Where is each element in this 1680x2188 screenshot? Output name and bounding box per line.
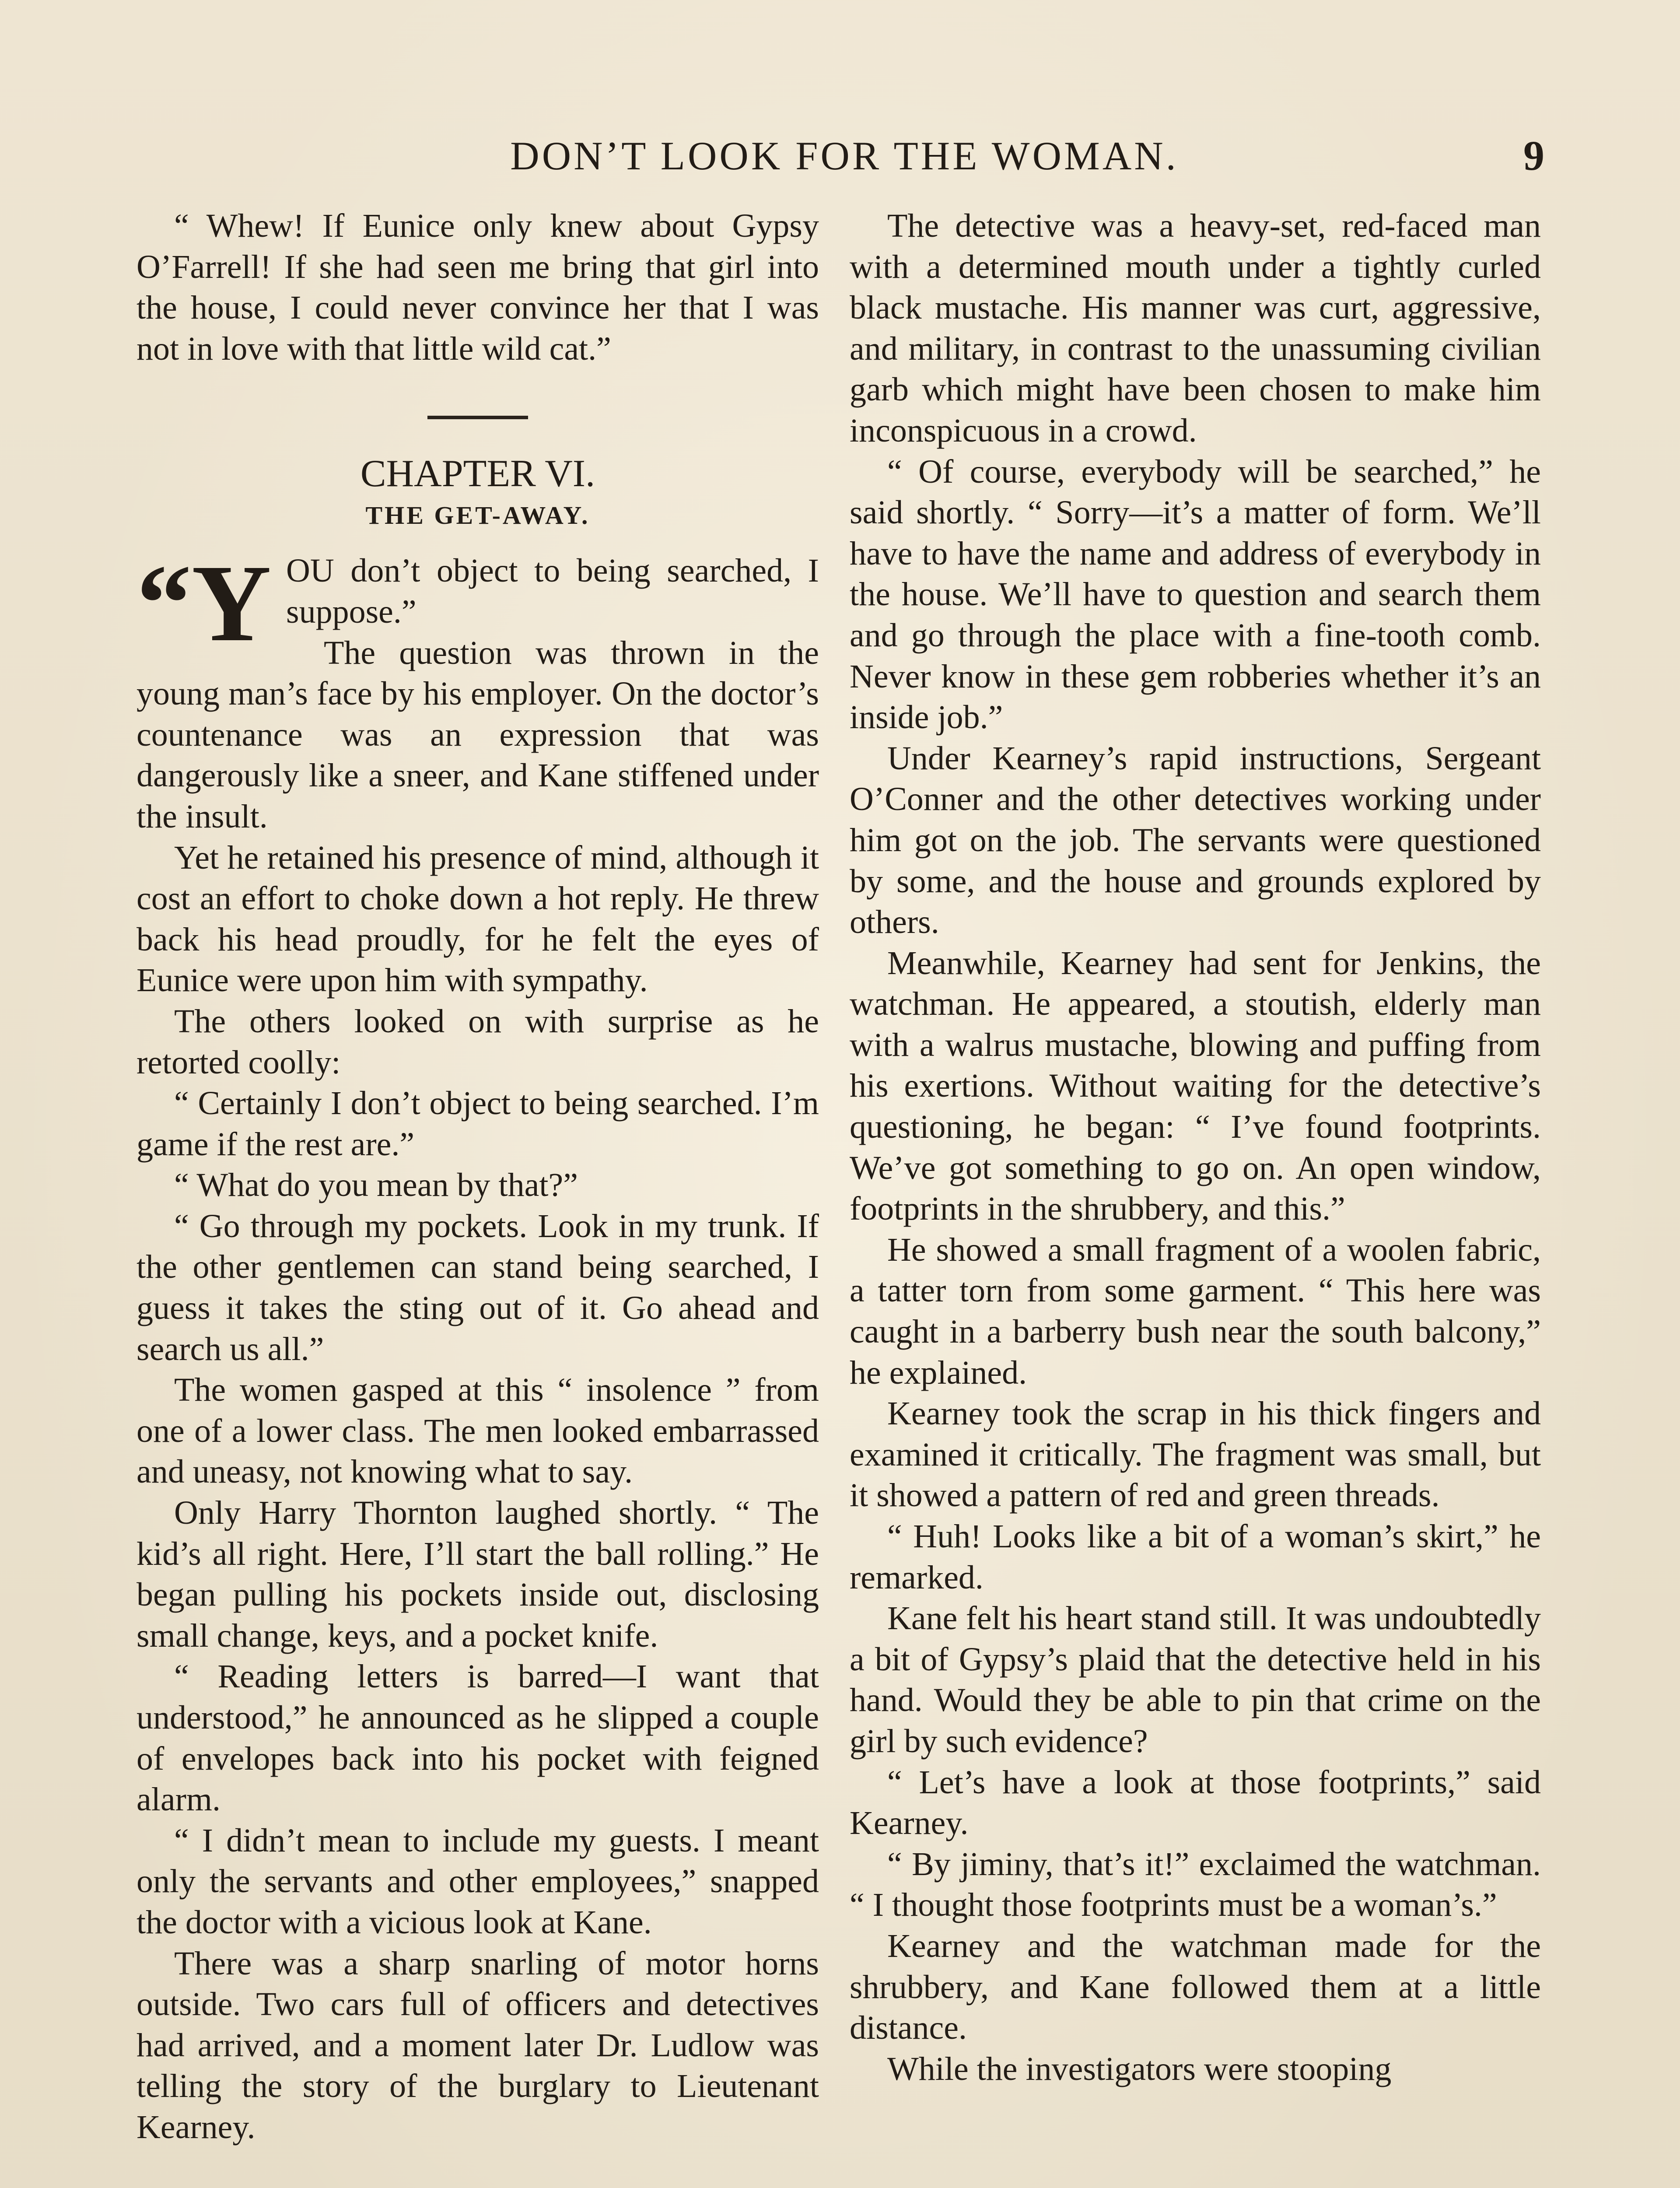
running-head xyxy=(144,130,1544,182)
paragraph: “ Reading letters is barred—I want that understood,” he announced as he slipped a couple of envelopes back into his pocket with feigned alarm. xyxy=(136,1658,819,1818)
opening-paragraph: “ Whew! If Eunice only knew about Gypsy O’Farrell! If she had seen me bring that girl into the house, I could never convince her that I was not in love with that little wild cat.” xyxy=(136,207,819,367)
paragraph: The detective was a heavy-set, red-faced man with a determined mouth under a tightly curled black mustache. His manner was curt, aggressive, and military, in contrast to the unassuming civilian garb which might have been chosen to make him inconspicuous in a crowd. xyxy=(850,207,1541,449)
paragraph: While the investigators were stooping xyxy=(887,2050,1392,2087)
paragraph: “ By jiminy, that’s it!” exclaimed the watchman. “ I thought those footprints must be a woman’s.” xyxy=(850,1845,1541,1924)
paragraph: “ Huh! Looks like a bit of a woman’s skirt,” he remarked. xyxy=(850,1518,1541,1596)
paragraph: He showed a small fragment of a woolen fabric, a tatter torn from some garment. “ This here was caught in a barberry bush near the south balcony,” he explained. xyxy=(850,1231,1541,1391)
paragraph: “ Of course, everybody will be searched,” he said shortly. “ Sorry—it’s a matter of form. We’ll have to have the name and address of everybody in the house. We’ll have to question and search them and go through the place with a fine-tooth comb. Never know in these gem robberies whether it’s an inside job.” xyxy=(850,453,1541,736)
paragraph: There was a sharp snarling of motor horns outside. Two cars full of officers and detectives had arrived, and a moment later Dr. Ludlow was telling the story of the burglary to Lieutenant Kearney. xyxy=(136,1945,819,2146)
paragraph: Yet he retained his presence of mind, although it cost an effort to choke down a hot reply. He threw back his head proudly, for he felt the eyes of Eunice were upon him with sympathy. xyxy=(136,839,819,999)
paragraph: The others looked on with surprise as he retorted coolly: xyxy=(136,1003,819,1081)
paragraph: Only Harry Thornton laughed shortly. “ The kid’s all right. Here, I’ll start the ball rolling.” He began pulling his pockets inside out, disclosing small change, keys, and a pocket knife. xyxy=(136,1494,819,1654)
paragraph: Kearney took the scrap in his thick fingers and examined it critically. The fragment was small, but it showed a pattern of red and green threads. xyxy=(850,1395,1541,1514)
drop-cap: “Y xyxy=(136,542,271,665)
paragraph: “ What do you mean by that?” xyxy=(174,1167,578,1204)
paragraph: The women gasped at this “ insolence ” from one of a lower class. The men looked embarrassed and uneasy, not knowing what to say. xyxy=(136,1371,819,1490)
paragraph: Kearney and the watchman made for the shrubbery, and Kane followed them at a little distance. xyxy=(850,1927,1541,2047)
paragraph: “ Certainly I don’t object to being searched. I’m game if the rest are.” xyxy=(136,1085,819,1163)
chapter-opening xyxy=(136,542,819,837)
chapter-subtitle: THE GET-AWAY. xyxy=(365,501,590,530)
drop-cap-letter: Y xyxy=(192,542,271,665)
chapter-title: CHAPTER VI. xyxy=(360,452,595,495)
first-paragraph: OU don’t object to being searched, I suppose.” xyxy=(286,552,819,630)
running-title: DON’T LOOK FOR THE WOMAN. xyxy=(510,133,1179,178)
paragraph: Meanwhile, Kearney had sent for Jenkins, the watchman. He appeared, a stoutish, elderly man with a walrus mustache, blowing and puffing from his exertions. Without waiting for the detective’s questioning, he began: “ I’ve found footprints. We’ve got something to go on. An open window, footprints in the shrubbery, and this.” xyxy=(850,944,1541,1227)
paragraph: Kane felt his heart stand still. It was undoubtedly a bit of Gypsy’s plaid that the detective held in his hand. Would they be able to pin that crime on the girl by such evidence? xyxy=(850,1600,1541,1760)
page-number: 9 xyxy=(1523,132,1544,179)
right-column xyxy=(850,206,1541,2090)
paragraph: “ Let’s have a look at those footprints,” said Kearney. xyxy=(850,1764,1541,1842)
paragraph: “ Go through my pockets. Look in my trunk. If the other gentlemen can stand being searched, I guess it takes the sting out of it. Go ahead and search us all.” xyxy=(136,1207,819,1368)
paragraph: “ I didn’t mean to include my guests. I meant only the servants and other employees,” snapped the doctor with a vicious look at Kane. xyxy=(136,1822,819,1941)
paragraph: The question was thrown in the young man’s face by his employer. On the doctor’s countenance was an expression that was dangerously like a sneer, and Kane stiffened under the insult. xyxy=(136,634,819,835)
section-rule xyxy=(427,416,528,419)
paragraph: Under Kearney’s rapid instructions, Sergeant O’Conner and the other detectives working under him got on the job. The servants were questioned by some, and the house and grounds explored by others. xyxy=(850,740,1541,941)
left-column xyxy=(136,206,819,2148)
